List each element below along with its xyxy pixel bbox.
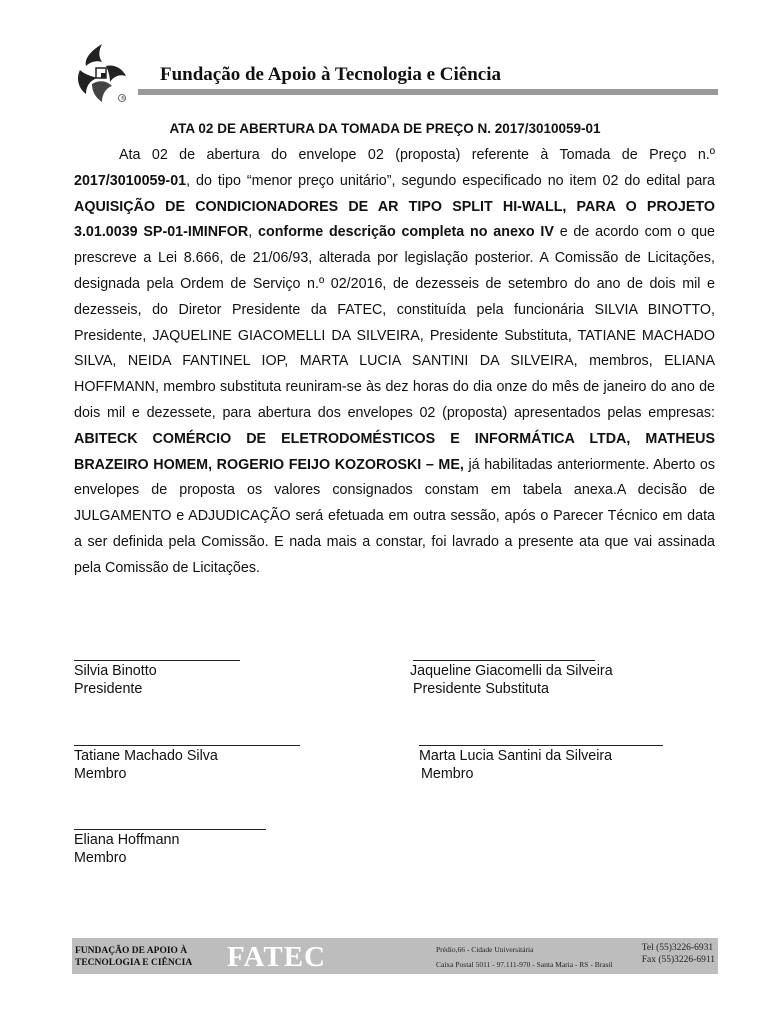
footer-tel: Tel (55)3226-6931	[641, 943, 714, 953]
signer-name: Tatiane Machado Silva	[74, 748, 218, 764]
text-segment: e de acordo com o que prescreve a Lei 8.666, de 21/06/93, alterada por legislação posterior. A Comissão de Licitações, designada pela Ordem de Serviço n.º 02/2016, de dezesseis de setembro do ano de dois mil e dezesseis, do Diretor Presidente da FATEC, constituída pela funcionária SILVIA BINOTTO, Presidente, JAQUELINE GIACOMELLI DA SILVEIRA, Presidente Substituta, TATIANE MACHADO SILVA, NEIDA FANTINEL IOP, MARTA LUCIA SANTINI DA SILVEIRA, membros, ELIANA HOFFMANN, membro substituta reuniram-se às dez horas do dia onze do mês de janeiro do ano de dois mil e dezessete, para abertura dos envelopes 02 (proposta) apresentados pelas empresas:	[74, 224, 715, 421]
footer-fax: Fax (55)3226-6911	[641, 955, 715, 965]
text-segment: já habilitadas anteriormente. Aberto os envelopes de proposta os valores consignados constam em tabela anexa.A decisão de JULGAMENTO e ADJUDICAÇÃO será efetuada em outra sessão, após o Parecer Técnico em data a ser definida pela Comissão. E nada mais a constar, foi lavrado a presente ata que vai assinada pela Comissão de Licitações.	[74, 456, 715, 576]
signature-block	[74, 745, 300, 783]
footer-brand: FATEC	[227, 941, 326, 973]
signer-role: Membro	[74, 766, 127, 782]
foundation-title: Fundação de Apoio à Tecnologia e Ciência	[160, 64, 501, 85]
text-segment: , do tipo “menor preço unitário”, segundo especificado no item 02 do edital para	[186, 172, 715, 189]
footer-address-line: Prédio,66 - Cidade Universitária	[436, 945, 534, 954]
signer-role: Presidente	[74, 681, 143, 697]
signature-block	[74, 829, 266, 867]
signer-name: Silvia Binotto	[74, 663, 157, 679]
signature-block	[419, 745, 663, 783]
bidding-companies: ABITECK COMÉRCIO DE ELETRODOMÉSTICOS E INFORMÁTICA LTDA, MATHEUS BRAZEIRO HOMEM, ROGERIO FEIJO KOZOROSKI – ME,	[74, 430, 715, 473]
footer-contact	[642, 942, 715, 966]
tender-number: 2017/3010059-01	[74, 172, 187, 189]
footer-address-line: Caixa Postal 5011 - 97.111-970 - Santa Maria - RS - Brasil	[436, 960, 613, 969]
registered-mark: ®	[120, 96, 126, 102]
text-segment: ,	[248, 224, 259, 241]
signature-block	[74, 660, 240, 698]
fatec-logo-icon	[72, 40, 132, 106]
signer-role: Membro	[74, 850, 127, 866]
footer-org	[75, 946, 192, 969]
signature-line	[74, 829, 266, 830]
signature-line	[74, 745, 300, 746]
signature-line	[419, 745, 663, 746]
page-footer	[72, 938, 718, 974]
text-segment: Ata 02 de abertura do envelope 02 (proposta) referente à Tomada de Preço n.º	[119, 147, 715, 163]
signer-role: Membro	[421, 766, 474, 782]
footer-address	[436, 942, 613, 972]
minutes-paragraph	[74, 143, 715, 582]
annex-reference: conforme descrição completa no anexo IV	[258, 224, 554, 241]
footer-org-line: FUNDAÇÃO DE APOIO À	[75, 946, 188, 956]
signer-role: Presidente Substituta	[413, 681, 549, 697]
signer-name: Eliana Hoffmann	[74, 832, 180, 848]
signature-line	[413, 660, 595, 661]
footer-org-line: TECNOLOGIA E CIÊNCIA	[75, 957, 193, 968]
signer-name: Marta Lucia Santini da Silveira	[419, 748, 613, 764]
header-divider	[138, 89, 718, 95]
document-heading: ATA 02 DE ABERTURA DA TOMADA DE PREÇO N. 2017/3010059-01	[169, 121, 601, 136]
signature-block	[410, 660, 640, 698]
signature-line	[74, 660, 240, 661]
signer-name: Jaqueline Giacomelli da Silveira	[410, 663, 613, 679]
tender-object: AQUISIÇÃO DE CONDICIONADORES DE AR TIPO SPLIT HI-WALL, PARA O PROJETO 3.01.0039 SP-01-IMINFOR	[74, 198, 715, 241]
